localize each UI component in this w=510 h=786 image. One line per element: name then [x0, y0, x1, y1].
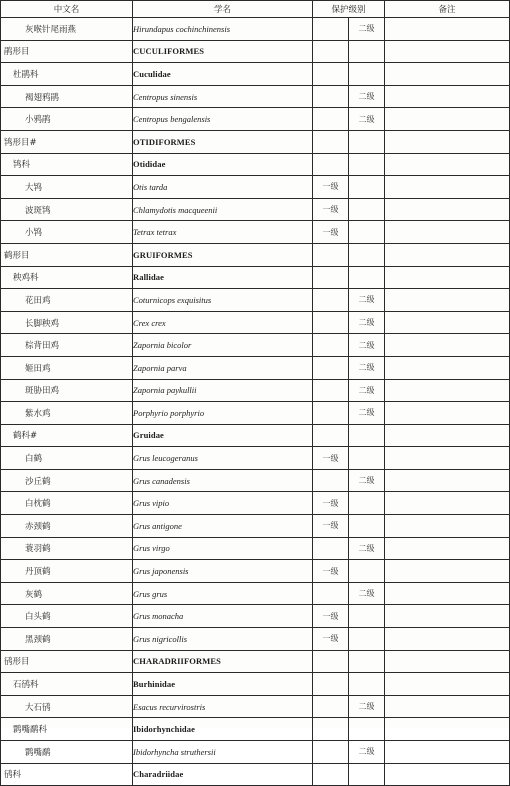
scientific-name-cell: Centropus bengalensis: [133, 108, 313, 131]
protection-level-first-class-cell: 一级: [313, 560, 349, 583]
protection-level-first-class-cell: [313, 424, 349, 447]
protection-level-first-class-cell: [313, 673, 349, 696]
scientific-name-cell: Otididae: [133, 153, 313, 176]
protection-level-first-class-cell: [313, 266, 349, 289]
protection-level-second-class-cell: [349, 763, 385, 786]
remarks-cell: [385, 108, 510, 131]
species-row: [1, 85, 510, 108]
protection-level-first-class-cell: [313, 153, 349, 176]
protection-level-second-class-cell: [349, 628, 385, 651]
chinese-name-cell: 花田鸡: [1, 289, 133, 312]
species-row: [1, 356, 510, 379]
protection-level-first-class-cell: [313, 379, 349, 402]
remarks-cell: [385, 402, 510, 425]
chinese-name-cell: 波斑鸨: [1, 198, 133, 221]
chinese-name-cell: 沙丘鹤: [1, 469, 133, 492]
protection-level-second-class-cell: [349, 221, 385, 244]
remarks-cell: [385, 289, 510, 312]
protection-level-first-class-cell: [313, 289, 349, 312]
chinese-name-cell: 白鹤: [1, 447, 133, 470]
species-row: [1, 289, 510, 312]
remarks-cell: [385, 650, 510, 673]
taxon-row: [1, 243, 510, 266]
protection-level-second-class-cell: 二级: [349, 379, 385, 402]
scientific-name-cell: Porphyrio porphyrio: [133, 402, 313, 425]
protection-level-second-class-cell: [349, 605, 385, 628]
remarks-cell: [385, 537, 510, 560]
scientific-name-cell: Burhinidae: [133, 673, 313, 696]
taxon-row: [1, 673, 510, 696]
table-body: [1, 18, 510, 786]
protection-level-second-class-cell: 二级: [349, 334, 385, 357]
remarks-cell: [385, 130, 510, 153]
chinese-name-cell: 灰鹤: [1, 582, 133, 605]
remarks-cell: [385, 153, 510, 176]
protection-level-second-class-cell: 二级: [349, 402, 385, 425]
remarks-cell: [385, 18, 510, 41]
taxon-row: [1, 63, 510, 86]
species-row: [1, 402, 510, 425]
chinese-name-cell: 鸻形目: [1, 650, 133, 673]
header-protection-level: 保护级别: [313, 1, 385, 18]
chinese-name-cell: 鸨形目#: [1, 130, 133, 153]
protection-level-second-class-cell: [349, 40, 385, 63]
protection-level-first-class-cell: 一级: [313, 447, 349, 470]
species-row: [1, 560, 510, 583]
remarks-cell: [385, 673, 510, 696]
chinese-name-cell: 小鸦鹃: [1, 108, 133, 131]
chinese-name-cell: 鸻科: [1, 763, 133, 786]
protection-level-first-class-cell: [313, 469, 349, 492]
chinese-name-cell: 姬田鸡: [1, 356, 133, 379]
remarks-cell: [385, 515, 510, 538]
remarks-cell: [385, 560, 510, 583]
scientific-name-cell: Grus grus: [133, 582, 313, 605]
protection-level-second-class-cell: 二级: [349, 311, 385, 334]
taxon-row: [1, 650, 510, 673]
chinese-name-cell: 棕背田鸡: [1, 334, 133, 357]
protection-level-second-class-cell: [349, 424, 385, 447]
remarks-cell: [385, 198, 510, 221]
protection-level-first-class-cell: [313, 537, 349, 560]
remarks-cell: [385, 605, 510, 628]
scientific-name-cell: Cuculidae: [133, 63, 313, 86]
scientific-name-cell: Grus virgo: [133, 537, 313, 560]
protection-level-second-class-cell: [349, 130, 385, 153]
protection-level-first-class-cell: [313, 356, 349, 379]
chinese-name-cell: 斑胁田鸡: [1, 379, 133, 402]
species-row: [1, 176, 510, 199]
protection-level-second-class-cell: 二级: [349, 695, 385, 718]
taxon-row: [1, 424, 510, 447]
chinese-name-cell: 紫水鸡: [1, 402, 133, 425]
protection-level-first-class-cell: [313, 718, 349, 741]
protection-level-first-class-cell: [313, 311, 349, 334]
chinese-name-cell: 大石鸻: [1, 695, 133, 718]
protection-level-second-class-cell: [349, 650, 385, 673]
taxon-row: [1, 266, 510, 289]
remarks-cell: [385, 741, 510, 764]
protection-level-first-class-cell: [313, 650, 349, 673]
protection-level-second-class-cell: [349, 153, 385, 176]
scientific-name-cell: Grus leucogeranus: [133, 447, 313, 470]
protection-level-second-class-cell: [349, 63, 385, 86]
protection-level-first-class-cell: [313, 402, 349, 425]
chinese-name-cell: 大鸨: [1, 176, 133, 199]
header-remarks: 备注: [385, 1, 510, 18]
scientific-name-cell: Centropus sinensis: [133, 85, 313, 108]
species-row: [1, 469, 510, 492]
chinese-name-cell: 石鸻科: [1, 673, 133, 696]
remarks-cell: [385, 447, 510, 470]
chinese-name-cell: 鹃形目: [1, 40, 133, 63]
scientific-name-cell: Charadriidae: [133, 763, 313, 786]
remarks-cell: [385, 582, 510, 605]
species-row: [1, 628, 510, 651]
scientific-name-cell: Esacus recurvirostris: [133, 695, 313, 718]
remarks-cell: [385, 311, 510, 334]
scientific-name-cell: Grus canadensis: [133, 469, 313, 492]
scientific-name-cell: Tetrax tetrax: [133, 221, 313, 244]
remarks-cell: [385, 85, 510, 108]
protection-level-first-class-cell: [313, 63, 349, 86]
scientific-name-cell: GRUIFORMES: [133, 243, 313, 266]
remarks-cell: [385, 695, 510, 718]
scientific-name-cell: Grus nigricollis: [133, 628, 313, 651]
taxon-row: [1, 130, 510, 153]
scientific-name-cell: Grus monacha: [133, 605, 313, 628]
species-row: [1, 741, 510, 764]
taxon-row: [1, 763, 510, 786]
table-header-row: [1, 1, 510, 18]
protection-level-second-class-cell: 二级: [349, 289, 385, 312]
scientific-name-cell: Otis tarda: [133, 176, 313, 199]
scientific-name-cell: Coturnicops exquisitus: [133, 289, 313, 312]
remarks-cell: [385, 334, 510, 357]
taxon-row: [1, 153, 510, 176]
scientific-name-cell: Gruidae: [133, 424, 313, 447]
species-row: [1, 198, 510, 221]
chinese-name-cell: 秧鸡科: [1, 266, 133, 289]
protection-level-first-class-cell: [313, 108, 349, 131]
species-row: [1, 334, 510, 357]
protection-level-second-class-cell: 二级: [349, 356, 385, 379]
chinese-name-cell: 鹮嘴鹬科: [1, 718, 133, 741]
chinese-name-cell: 鹮嘴鹬: [1, 741, 133, 764]
scientific-name-cell: Ibidorhynchidae: [133, 718, 313, 741]
scientific-name-cell: Zapornia parva: [133, 356, 313, 379]
remarks-cell: [385, 469, 510, 492]
protection-level-second-class-cell: 二级: [349, 582, 385, 605]
taxon-row: [1, 40, 510, 63]
protection-level-first-class-cell: 一级: [313, 198, 349, 221]
remarks-cell: [385, 379, 510, 402]
protection-level-first-class-cell: 一级: [313, 492, 349, 515]
taxon-row: [1, 718, 510, 741]
protection-level-second-class-cell: [349, 447, 385, 470]
protection-level-first-class-cell: [313, 334, 349, 357]
protection-level-second-class-cell: 二级: [349, 469, 385, 492]
chinese-name-cell: 白枕鹤: [1, 492, 133, 515]
protection-level-first-class-cell: 一级: [313, 221, 349, 244]
protection-level-second-class-cell: 二级: [349, 108, 385, 131]
scientific-name-cell: Grus japonensis: [133, 560, 313, 583]
remarks-cell: [385, 718, 510, 741]
header-chinese-name: 中文名: [1, 1, 133, 18]
scientific-name-cell: Zapornia paykullii: [133, 379, 313, 402]
remarks-cell: [385, 356, 510, 379]
protection-level-second-class-cell: [349, 266, 385, 289]
chinese-name-cell: 小鸨: [1, 221, 133, 244]
chinese-name-cell: 赤颈鹤: [1, 515, 133, 538]
protection-level-second-class-cell: [349, 673, 385, 696]
species-row: [1, 379, 510, 402]
remarks-cell: [385, 763, 510, 786]
scientific-name-cell: Zapornia bicolor: [133, 334, 313, 357]
chinese-name-cell: 丹顶鹤: [1, 560, 133, 583]
protection-level-first-class-cell: [313, 18, 349, 41]
protection-level-first-class-cell: [313, 741, 349, 764]
scientific-name-cell: Grus vipio: [133, 492, 313, 515]
species-row: [1, 605, 510, 628]
remarks-cell: [385, 243, 510, 266]
species-row: [1, 492, 510, 515]
scientific-name-cell: OTIDIFORMES: [133, 130, 313, 153]
species-row: [1, 515, 510, 538]
protection-level-first-class-cell: 一级: [313, 176, 349, 199]
remarks-cell: [385, 221, 510, 244]
species-row: [1, 695, 510, 718]
remarks-cell: [385, 266, 510, 289]
species-row: [1, 447, 510, 470]
scientific-name-cell: Chlamydotis macqueenii: [133, 198, 313, 221]
protection-level-second-class-cell: [349, 515, 385, 538]
species-row: [1, 108, 510, 131]
chinese-name-cell: 蓑羽鹤: [1, 537, 133, 560]
chinese-name-cell: 鹤形目: [1, 243, 133, 266]
protection-level-second-class-cell: [349, 492, 385, 515]
protection-level-second-class-cell: 二级: [349, 741, 385, 764]
species-row: [1, 221, 510, 244]
protection-level-second-class-cell: 二级: [349, 85, 385, 108]
chinese-name-cell: 鹤科#: [1, 424, 133, 447]
scientific-name-cell: Ibidorhyncha struthersii: [133, 741, 313, 764]
remarks-cell: [385, 176, 510, 199]
species-row: [1, 311, 510, 334]
scientific-name-cell: Rallidae: [133, 266, 313, 289]
species-row: [1, 582, 510, 605]
protection-level-second-class-cell: 二级: [349, 537, 385, 560]
protection-level-first-class-cell: 一级: [313, 628, 349, 651]
scientific-name-cell: CHARADRIIFORMES: [133, 650, 313, 673]
remarks-cell: [385, 424, 510, 447]
protection-level-second-class-cell: [349, 176, 385, 199]
species-row: [1, 537, 510, 560]
chinese-name-cell: 褐翅鸦鹃: [1, 85, 133, 108]
chinese-name-cell: 灰喉针尾雨燕: [1, 18, 133, 41]
protection-level-first-class-cell: [313, 85, 349, 108]
protection-level-second-class-cell: 二级: [349, 18, 385, 41]
scientific-name-cell: Hirundapus cochinchinensis: [133, 18, 313, 41]
chinese-name-cell: 长脚秧鸡: [1, 311, 133, 334]
protection-level-first-class-cell: 一级: [313, 515, 349, 538]
protection-level-first-class-cell: [313, 763, 349, 786]
protection-level-first-class-cell: 一级: [313, 605, 349, 628]
header-scientific-name: 学名: [133, 1, 313, 18]
protection-level-second-class-cell: [349, 243, 385, 266]
protection-level-second-class-cell: [349, 560, 385, 583]
protection-level-first-class-cell: [313, 582, 349, 605]
protection-level-first-class-cell: [313, 40, 349, 63]
chinese-name-cell: 杜鹃科: [1, 63, 133, 86]
chinese-name-cell: 鸨科: [1, 153, 133, 176]
chinese-name-cell: 白头鹤: [1, 605, 133, 628]
chinese-name-cell: 黑颈鹤: [1, 628, 133, 651]
protection-level-first-class-cell: [313, 695, 349, 718]
species-row: [1, 18, 510, 41]
protection-level-first-class-cell: [313, 243, 349, 266]
protection-level-second-class-cell: [349, 198, 385, 221]
remarks-cell: [385, 40, 510, 63]
protection-level-first-class-cell: [313, 130, 349, 153]
protection-level-second-class-cell: [349, 718, 385, 741]
scientific-name-cell: Crex crex: [133, 311, 313, 334]
scientific-name-cell: Grus antigone: [133, 515, 313, 538]
remarks-cell: [385, 63, 510, 86]
remarks-cell: [385, 628, 510, 651]
scientific-name-cell: CUCULIFORMES: [133, 40, 313, 63]
remarks-cell: [385, 492, 510, 515]
